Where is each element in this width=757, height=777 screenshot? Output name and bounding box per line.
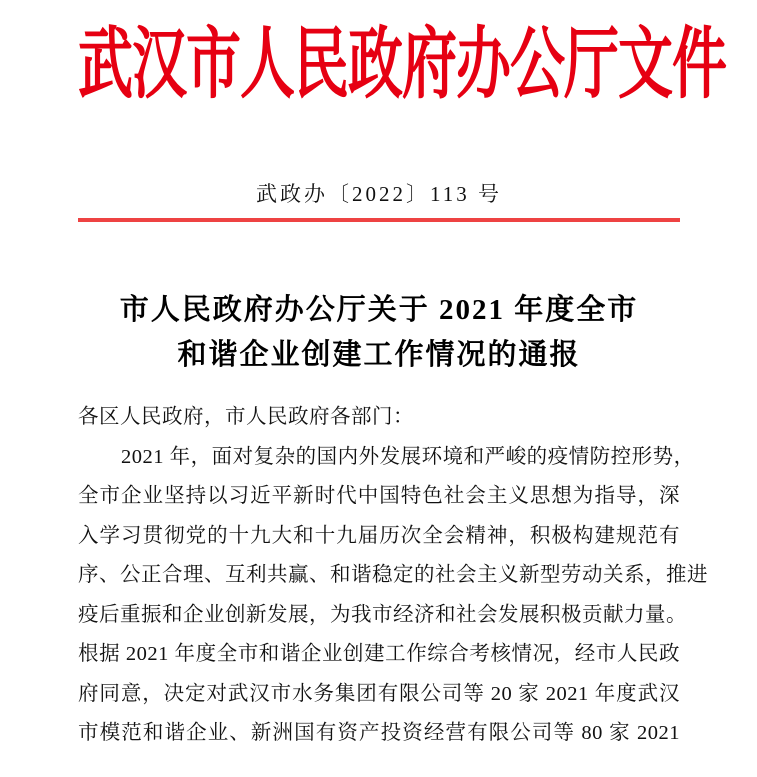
doc-number: 武政办〔2022〕113 号 <box>256 182 502 206</box>
body-line: 全市企业坚持以习近平新时代中国特色社会主义思想为指导，深 <box>78 485 680 507</box>
body-line: 序、公正合理、互利共赢、和谐稳定的社会主义新型劳动关系，推进 <box>78 564 708 586</box>
masthead-title: 武汉市人民政府办公厅文件 <box>78 20 727 108</box>
body-line: 入学习贯彻党的十九大和十九届历次全会精神，积极构建规范有 <box>78 524 680 547</box>
body-line: 府同意，决定对武汉市水务集团有限公司等 20 家 2021 年度武汉 <box>78 682 680 705</box>
document-title-line2: 和谐企业创建工作情况的通报 <box>177 339 581 371</box>
document-page <box>0 20 757 777</box>
salutation-line: 各区人民政府，市人民政府各部门： <box>78 406 414 428</box>
body-line: 疫后重振和企业创新发展，为我市经济和社会发展积极贡献力量。 <box>78 603 687 626</box>
body-line: 市模范和谐企业、新洲国有资产投资经营有限公司等 80 家 2021 <box>78 722 680 744</box>
red-rule-divider <box>78 218 680 222</box>
body-line: 根据 2021 年度全市和谐企业创建工作综合考核情况，经市人民政 <box>78 643 680 665</box>
document-title <box>78 288 680 378</box>
document-body <box>78 398 708 754</box>
body-line: 2021 年，面对复杂的国内外发展环境和严峻的疫情防控形势， <box>121 445 695 468</box>
document-title-line1: 市人民政府办公厅关于 2021 年度全市 <box>119 294 639 326</box>
